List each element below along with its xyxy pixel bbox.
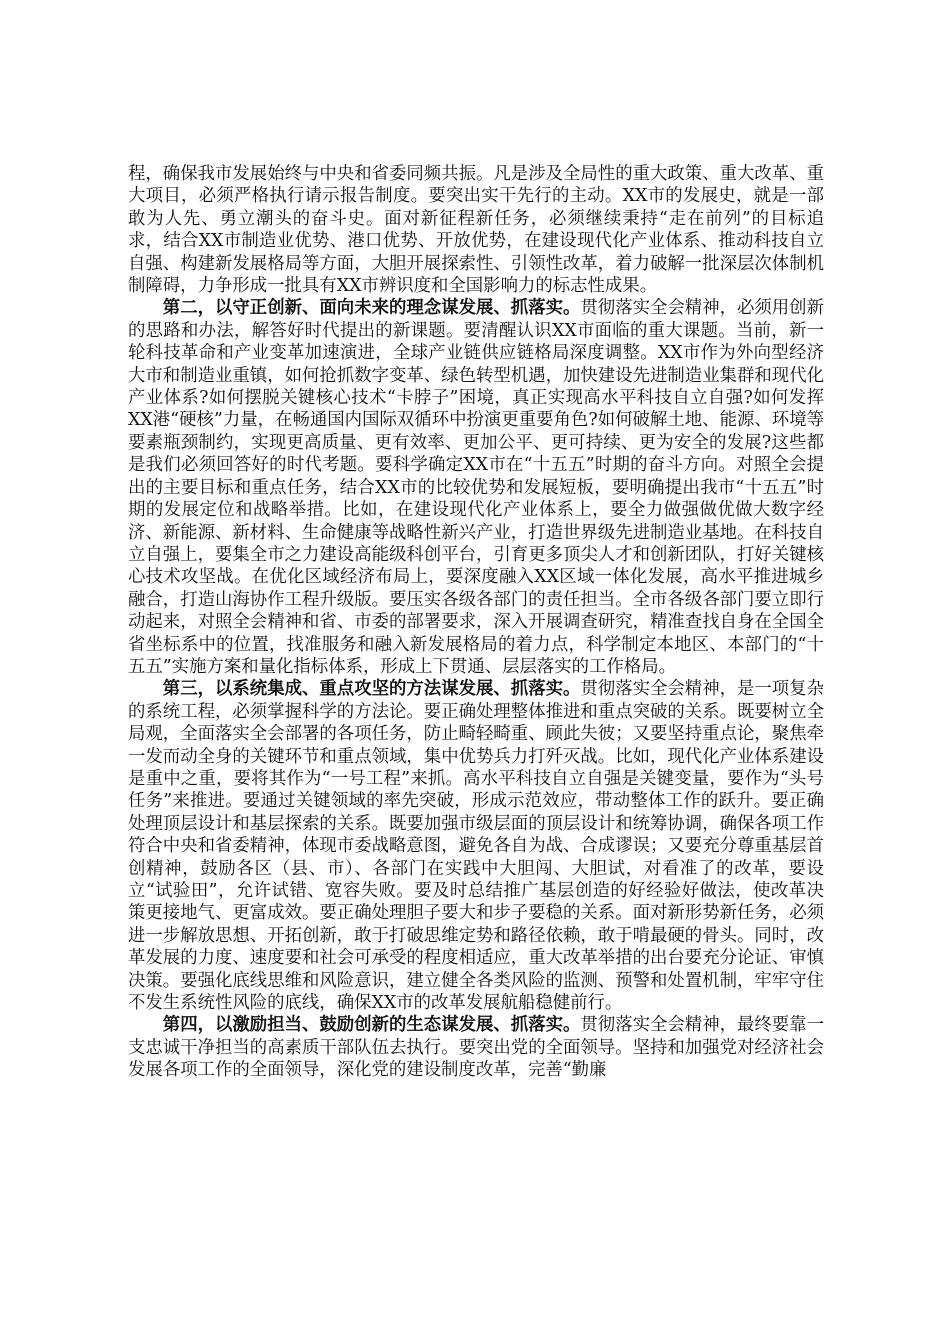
paragraph-heading: 第二，以守正创新、面向未来的理念谋发展、抓落实。 [162,298,581,319]
paragraph-text: 贯彻落实全会精神，必须用创新的思路和办法，解答好时代提出的新课题。要清醒认识XX市面临的重大课题。当前，新一轮科技革命和产业变革加速演进，全球产业链供应链格局深度调整。XX市作为外向型经济大市和制造业重镇，如何抢抓数字变革、绿色转型机遇，加快建设先进制造业集群和现代化产业体系?如何摆脱关键核心技术“卡脖子”困境，真正实现高水平科技自立自强?如何发挥XX港“硬核”力量，在畅通国内国际双循环中扮演更重要角色?如何破解土地、能源、环境等要素瓶颈制约，实现更高质量、更有效率、更加公平、更可持续、更为安全的发展?这些都是我们必须回答好的时代考题。要科学确定XX市在“十五五”时期的奋斗方向。对照全会提出的主要目标和重点任务，结合XX市的比较优势和发展短板，要明确提出我市“十五五”时期的发展定位和战略举措。比如，在建设现代化产业体系上，要全力做强做优做大数字经济、新能源、新材料、生命健康等战略性新兴产业，打造世界级先进制造业基地。在科技自立自强上，要集全市之力建设高能级科创平台，引育更多顶尖人才和创新团队，打好关键核心技术攻坚战。在优化区域经济布局上，要深度融入XX区域一体化发展，高水平推进城乡融合，打造山海协作工程升级版。要压实各级各部门的责任担当。全市各级各部门要立即行动起来，对照全会精神和省、市委的部署要求，深入开展调查研究，精准查找自身在全国全省坐标系中的位置，找准服务和融入新发展格局的着力点，科学制定本地区、本部门的“十五五”实施方案和量化指标体系，形成上下贯通、层层落实的工作格局。 [128,298,824,677]
paragraph-second [128,297,824,678]
paragraph-heading: 第三，以系统集成、重点攻坚的方法谋发展、抓落实。 [162,679,581,700]
paragraph-heading: 第四，以激励担当、鼓励创新的生态谋发展、抓落实。 [162,1015,581,1036]
paragraph-text: 贯彻落实全会精神，是一项复杂的系统工程，必须掌握科学的方法论。要正确处理整体推进和重点突破的关系。既要树立全局观，全面落实全会部署的各项任务，防止畸轻畸重、顾此失彼；又要坚持重点论，聚焦牵一发而动全身的关键环节和重点领域，集中优势兵力打歼灭战。比如，现代化产业体系建设是重中之重，要将其作为“一号工程”来抓。高水平科技自立自强是关键变量，要作为“头号任务”来推进。要通过关键领域的率先突破，形成示范效应，带动整体工作的跃升。要正确处理顶层设计和基层探索的关系。既要加强市级层面的顶层设计和统筹协调，确保各项工作符合中央和省委精神，体现市委战略意图，避免各自为战、合成谬误；又要充分尊重基层首创精神，鼓励各区（县、市）、各部门在实践中大胆闯、大胆试，对看准了的改革，要设立“试验田”，允许试错、宽容失败。要及时总结推广基层创造的好经验好做法，使改革决策更接地气、更富成效。要正确处理胆子要大和步子要稳的关系。面对新形势新任务，必须进一步解放思想、开拓创新，敢于打破思维定势和路径依赖，敢于啃最硬的骨头。同时，改革发展的力度、速度要和社会可承受的程度相适应，重大改革举措的出台要充分论证、审慎决策。要强化底线思维和风险意识，建立健全各类风险的监测、预警和处置机制，牢牢守住不发生系统性风险的底线，确保XX市的改革发展航船稳健前行。 [128,679,824,1014]
document-page [128,163,824,1082]
paragraph-text: 程，确保我市发展始终与中央和省委同频共振。凡是涉及全局性的重大政策、重大改革、重大项目，必须严格执行请示报告制度。要突出实干先行的主动。XX市的发展史，就是一部敢为人先、勇立潮头的奋斗史。面对新征程新任务，必须继续秉持“走在前列”的目标追求，结合XX市制造业优势、港口优势、开放优势，在建设现代化产业体系、推动科技自立自强、构建新发展格局等方面，大胆开展探索性、引领性改革，着力破解一批深层次体制机制障碍，力争形成一批具有XX市辨识度和全国影响力的标志性成果。 [128,164,824,297]
paragraph-continuation [128,163,824,297]
paragraph-third [128,678,824,1014]
paragraph-fourth [128,1014,824,1081]
paragraph-text: 贯彻落实全会精神，最终要靠一支忠诚干净担当的高素质干部队伍去执行。要突出党的全面领导。坚持和加强党对经济社会发展各项工作的全面领导，深化党的建设制度改革，完善“勤廉 [128,1015,824,1081]
